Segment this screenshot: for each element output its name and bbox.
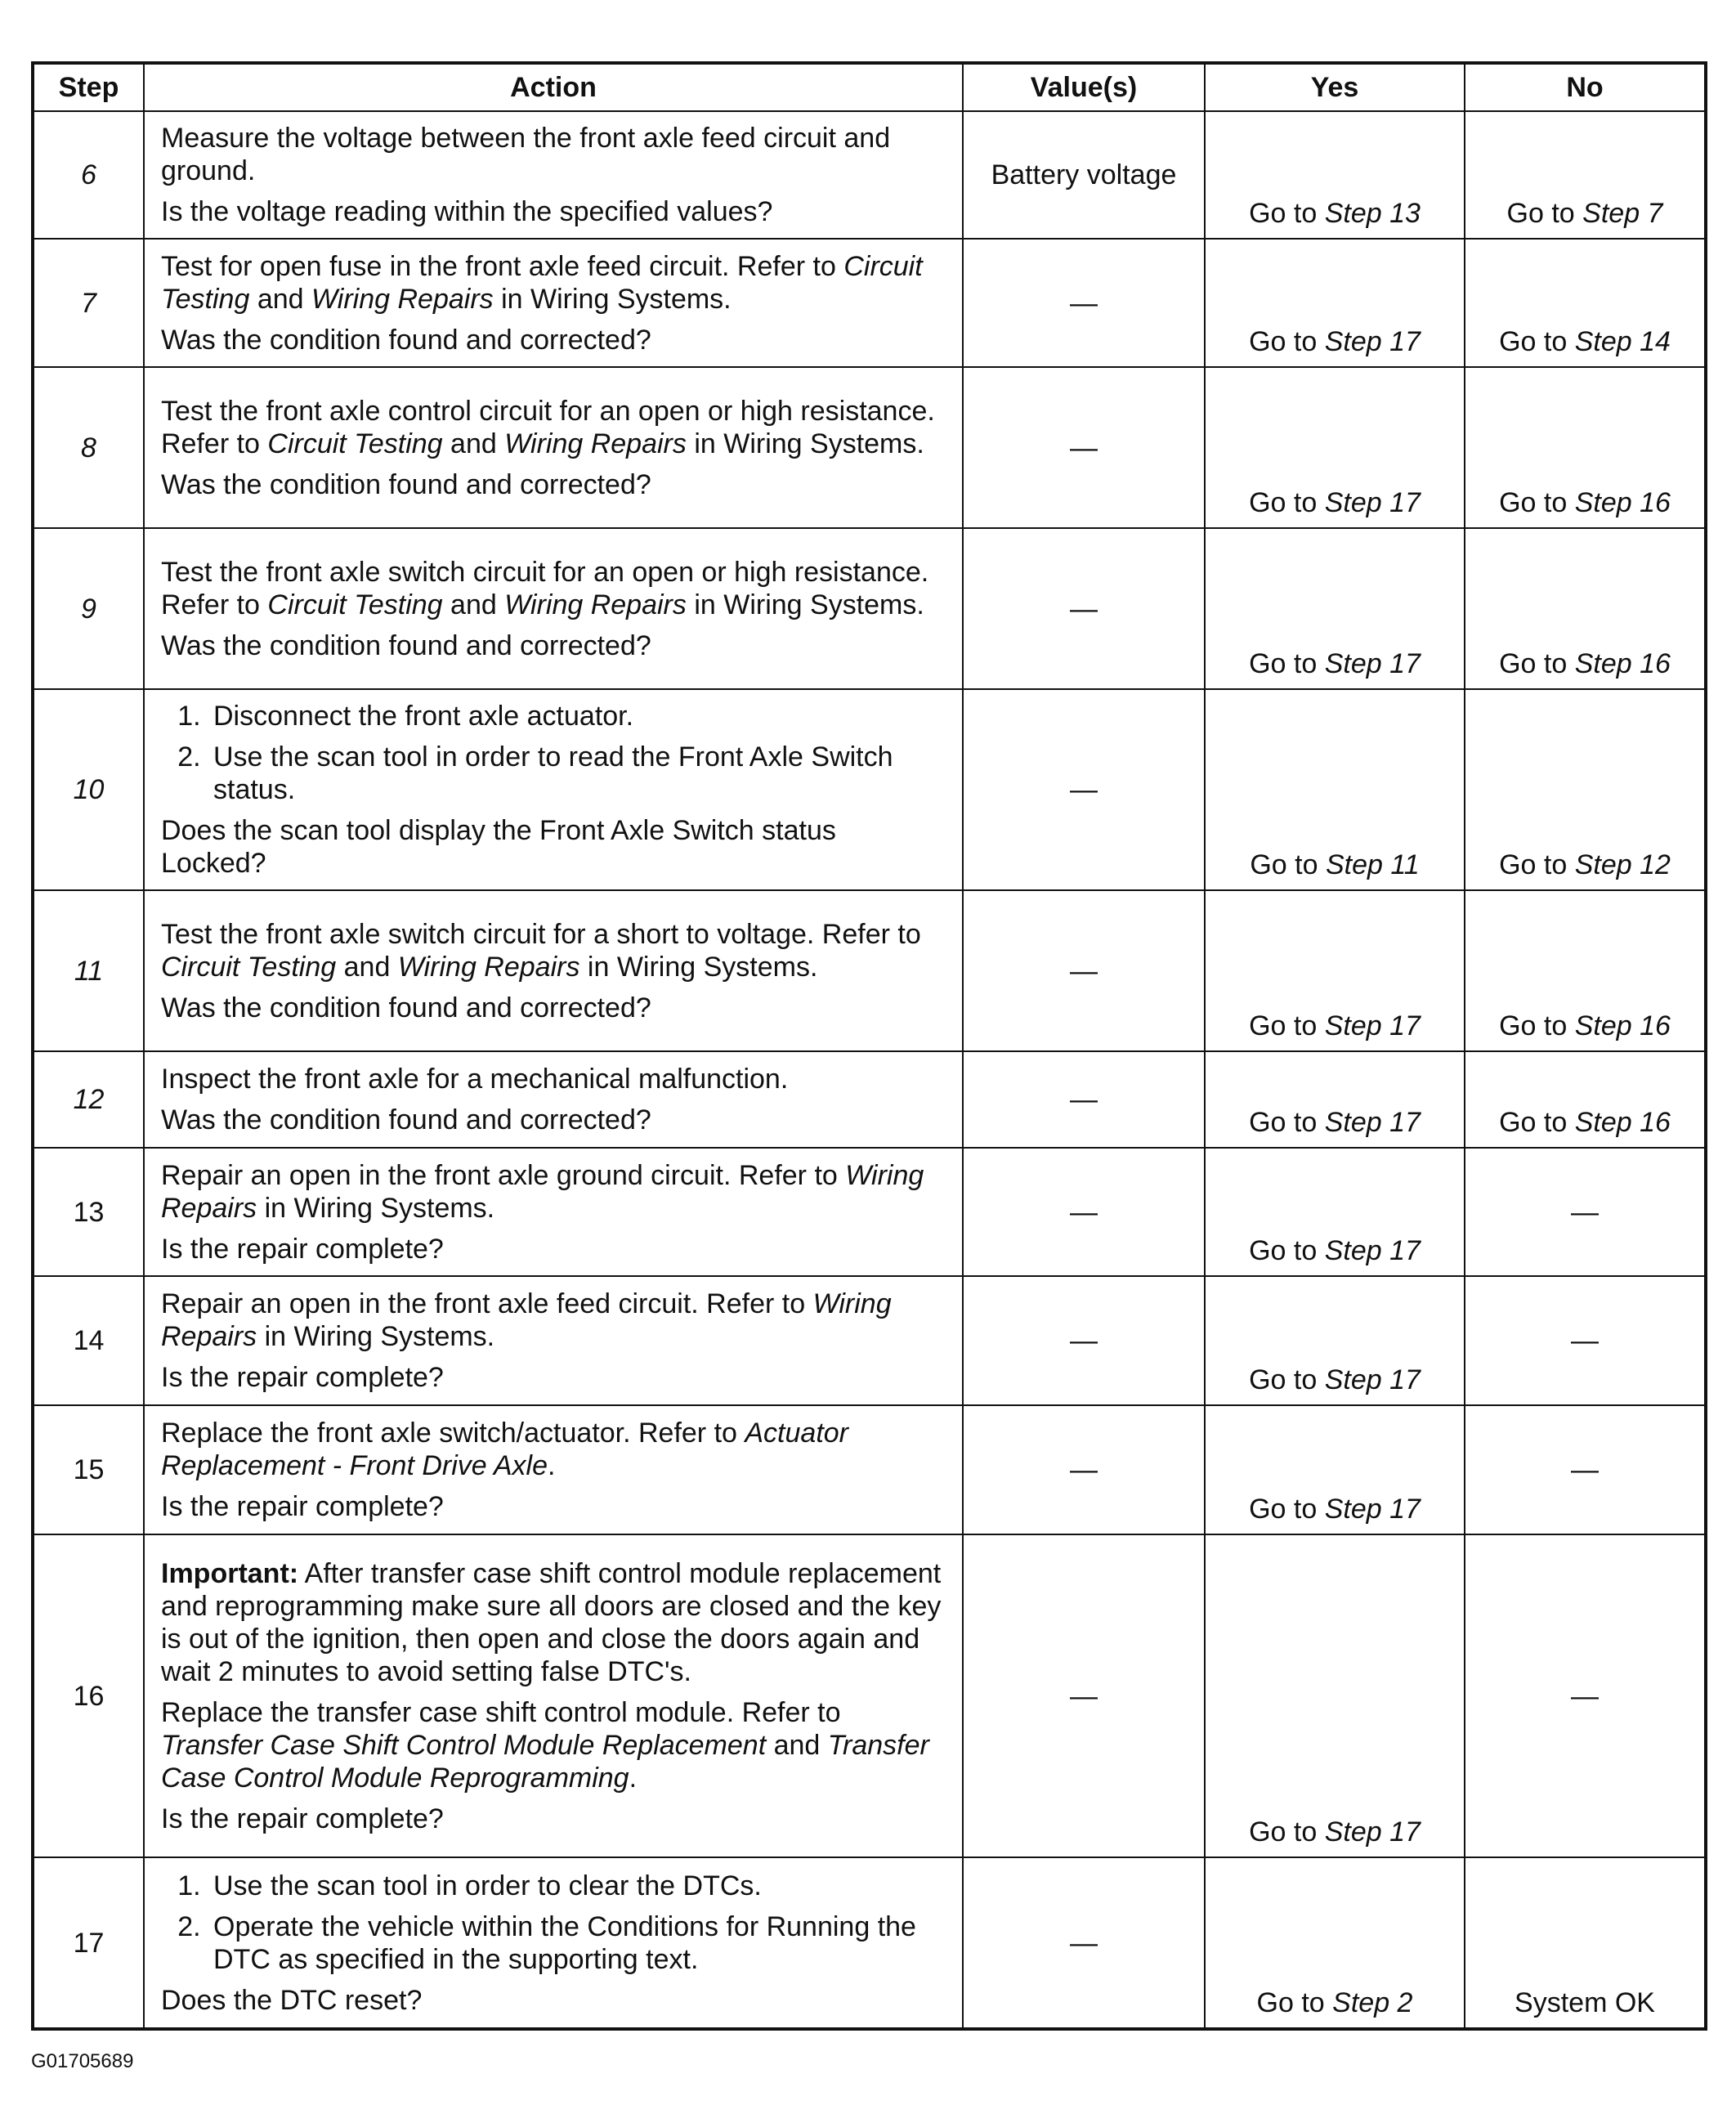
value-cell: — bbox=[963, 367, 1205, 528]
action-text: Test the front axle switch circuit for a short to voltage. Refer to Circuit Testing and Wiring Repairs in Wiring Systems. bbox=[161, 918, 921, 983]
table-row bbox=[33, 1405, 1706, 1534]
value-cell: — bbox=[963, 528, 1205, 689]
value-cell: — bbox=[963, 1857, 1205, 2029]
no-cell: — bbox=[1465, 1276, 1706, 1405]
value-cell: — bbox=[963, 1405, 1205, 1534]
action-question: Was the condition found and corrected? bbox=[161, 324, 651, 356]
action-question: Was the condition found and corrected? bbox=[161, 992, 651, 1023]
value-cell: — bbox=[963, 890, 1205, 1051]
action-text: Test the front axle switch circuit for an open or high resistance. Refer to Circuit Testing and Wiring Repairs in Wiring Systems. bbox=[161, 556, 929, 620]
step-ref: Step 17 bbox=[1324, 1235, 1421, 1266]
action-cell bbox=[144, 1405, 963, 1534]
no-cell: — bbox=[1465, 1405, 1706, 1534]
table-row bbox=[33, 367, 1706, 528]
no-cell: Go to Step 16 bbox=[1465, 890, 1706, 1051]
step-ref: Step 14 bbox=[1574, 326, 1671, 357]
step-ref: Step 17 bbox=[1324, 326, 1421, 357]
no-cell: Go to Step 16 bbox=[1465, 1051, 1706, 1148]
action-question: Was the condition found and corrected? bbox=[161, 468, 651, 500]
value-cell: — bbox=[963, 1051, 1205, 1148]
yes-cell: Go to Step 17 bbox=[1205, 239, 1465, 367]
action-question: Does the DTC reset? bbox=[161, 1984, 423, 2016]
step-number: 11 bbox=[33, 890, 144, 1051]
action-text: Replace the front axle switch/actuator. Refer to Actuator Replacement - Front Drive Axle. bbox=[161, 1418, 848, 1481]
action-list bbox=[161, 1870, 947, 1976]
action-cell bbox=[144, 528, 963, 689]
step-number: 17 bbox=[33, 1857, 144, 2029]
yes-cell: Go to Step 17 bbox=[1205, 1051, 1465, 1148]
action-question: Is the voltage reading within the specified values? bbox=[161, 196, 773, 227]
action-question: Does the scan tool display the Front Axle Switch status Locked? bbox=[161, 815, 836, 879]
step-ref: Step 13 bbox=[1324, 198, 1421, 229]
step-ref: Step 17 bbox=[1324, 1816, 1421, 1848]
yes-cell: Go to Step 17 bbox=[1205, 367, 1465, 528]
step-number: 6 bbox=[33, 111, 144, 239]
action-cell bbox=[144, 1276, 963, 1405]
step-ref: Step 16 bbox=[1574, 487, 1671, 518]
no-cell: Go to Step 16 bbox=[1465, 367, 1706, 528]
step-ref: Step 2 bbox=[1332, 1987, 1413, 2018]
no-cell: System OK bbox=[1465, 1857, 1706, 2029]
table-row bbox=[33, 1534, 1706, 1857]
step-number: 12 bbox=[33, 1051, 144, 1148]
step-ref: Step 16 bbox=[1574, 648, 1671, 679]
no-cell: — bbox=[1465, 1534, 1706, 1857]
list-item: 2. Operate the vehicle within the Conditions for Running the DTC as specified in the supporting text. bbox=[208, 1910, 947, 1976]
yes-cell: Go to Step 17 bbox=[1205, 1148, 1465, 1276]
important-note: Important: After transfer case shift control module replacement and reprogramming make sure all doors are closed and the key is out of the ignition, then open and close the doors again and wait 2 minutes to avoid setting false DTC's. bbox=[161, 1557, 942, 1687]
table-row bbox=[33, 1857, 1706, 2029]
step-ref: Step 16 bbox=[1574, 1010, 1671, 1041]
action-question: Was the condition found and corrected? bbox=[161, 1104, 651, 1135]
no-cell: Go to Step 16 bbox=[1465, 528, 1706, 689]
yes-cell: Go to Step 11 bbox=[1205, 689, 1465, 890]
step-number: 13 bbox=[33, 1148, 144, 1276]
step-ref: Step 7 bbox=[1582, 198, 1663, 229]
action-text: Test for open fuse in the front axle feed circuit. Refer to Circuit Testing and Wiring Repairs in Wiring Systems. bbox=[161, 250, 923, 315]
go-to-text: Go to bbox=[1249, 198, 1318, 229]
step-ref: Step 17 bbox=[1324, 648, 1421, 679]
list-item: 1. Use the scan tool in order to clear the DTCs. bbox=[208, 1870, 947, 1902]
action-text: Inspect the front axle for a mechanical malfunction. bbox=[161, 1064, 789, 1095]
header-step: Step bbox=[33, 63, 144, 111]
value-cell: — bbox=[963, 689, 1205, 890]
action-cell bbox=[144, 1148, 963, 1276]
step-number: 15 bbox=[33, 1405, 144, 1534]
table-row bbox=[33, 111, 1706, 239]
yes-cell: Go to Step 2 bbox=[1205, 1857, 1465, 2029]
action-list bbox=[161, 700, 947, 806]
header-row bbox=[33, 63, 1706, 111]
step-ref: Step 11 bbox=[1325, 849, 1420, 880]
yes-cell bbox=[1205, 111, 1465, 239]
value-cell: — bbox=[963, 1148, 1205, 1276]
header-no: No bbox=[1465, 63, 1706, 111]
action-cell bbox=[144, 1051, 963, 1148]
important-label: Important: bbox=[161, 1557, 299, 1589]
step-ref: Step 17 bbox=[1324, 1010, 1421, 1041]
value-cell: Battery voltage bbox=[963, 111, 1205, 239]
diagnostic-table bbox=[31, 61, 1707, 2031]
action-text: Replace the transfer case shift control module. Refer to Transfer Case Shift Control Module Replacement and Transfer Case Control Module Reprogramming. bbox=[161, 1696, 929, 1794]
value-cell: — bbox=[963, 239, 1205, 367]
action-cell bbox=[144, 367, 963, 528]
step-number: 9 bbox=[33, 528, 144, 689]
yes-cell: Go to Step 17 bbox=[1205, 890, 1465, 1051]
action-question: Is the repair complete? bbox=[161, 1491, 444, 1522]
step-number: 10 bbox=[33, 689, 144, 890]
step-ref: Step 17 bbox=[1324, 1364, 1421, 1395]
step-ref: Step 12 bbox=[1574, 849, 1671, 880]
list-item: 1. Disconnect the front axle actuator. bbox=[208, 700, 947, 732]
go-to-text: Go to bbox=[1506, 198, 1575, 229]
header-action: Action bbox=[144, 63, 963, 111]
action-text: Repair an open in the front axle feed circuit. Refer to Wiring Repairs in Wiring Systems. bbox=[161, 1288, 892, 1352]
step-number: 8 bbox=[33, 367, 144, 528]
action-question: Was the condition found and corrected? bbox=[161, 629, 651, 661]
action-cell bbox=[144, 1857, 963, 2029]
table-row bbox=[33, 239, 1706, 367]
list-item: 2. Use the scan tool in order to read the Front Axle Switch status. bbox=[208, 741, 947, 806]
action-question: Is the repair complete? bbox=[161, 1233, 444, 1265]
action-question: Is the repair complete? bbox=[161, 1362, 444, 1393]
table-row bbox=[33, 1276, 1706, 1405]
table-row bbox=[33, 689, 1706, 890]
yes-cell: Go to Step 17 bbox=[1205, 1276, 1465, 1405]
table-row bbox=[33, 1148, 1706, 1276]
header-yes: Yes bbox=[1205, 63, 1465, 111]
action-cell bbox=[144, 689, 963, 890]
header-values: Value(s) bbox=[963, 63, 1205, 111]
action-text: Test the front axle control circuit for an open or high resistance. Refer to Circuit Testing and Wiring Repairs in Wiring Systems. bbox=[161, 395, 935, 459]
step-ref: Step 17 bbox=[1324, 1494, 1421, 1525]
table-row bbox=[33, 890, 1706, 1051]
value-cell: — bbox=[963, 1276, 1205, 1405]
action-cell bbox=[144, 890, 963, 1051]
step-number: 16 bbox=[33, 1534, 144, 1857]
figure-id: G01705689 bbox=[31, 2050, 134, 2072]
step-number: 14 bbox=[33, 1276, 144, 1405]
action-cell bbox=[144, 1534, 963, 1857]
step-number: 7 bbox=[33, 239, 144, 367]
table-row bbox=[33, 1051, 1706, 1148]
step-ref: Step 17 bbox=[1324, 487, 1421, 518]
step-ref: Step 16 bbox=[1574, 1107, 1671, 1138]
yes-cell: Go to Step 17 bbox=[1205, 1534, 1465, 1857]
step-ref: Step 17 bbox=[1324, 1107, 1421, 1138]
no-cell: Go to Step 12 bbox=[1465, 689, 1706, 890]
no-cell: Go to Step 14 bbox=[1465, 239, 1706, 367]
action-text: Measure the voltage between the front axle feed circuit and ground. bbox=[161, 123, 891, 186]
action-cell bbox=[144, 239, 963, 367]
value-cell: — bbox=[963, 1534, 1205, 1857]
yes-cell: Go to Step 17 bbox=[1205, 1405, 1465, 1534]
action-text: Repair an open in the front axle ground circuit. Refer to Wiring Repairs in Wiring Systems. bbox=[161, 1159, 924, 1224]
yes-cell: Go to Step 17 bbox=[1205, 528, 1465, 689]
no-cell bbox=[1465, 111, 1706, 239]
action-question: Is the repair complete? bbox=[161, 1803, 444, 1834]
action-cell bbox=[144, 111, 963, 239]
no-cell: — bbox=[1465, 1148, 1706, 1276]
table-row bbox=[33, 528, 1706, 689]
